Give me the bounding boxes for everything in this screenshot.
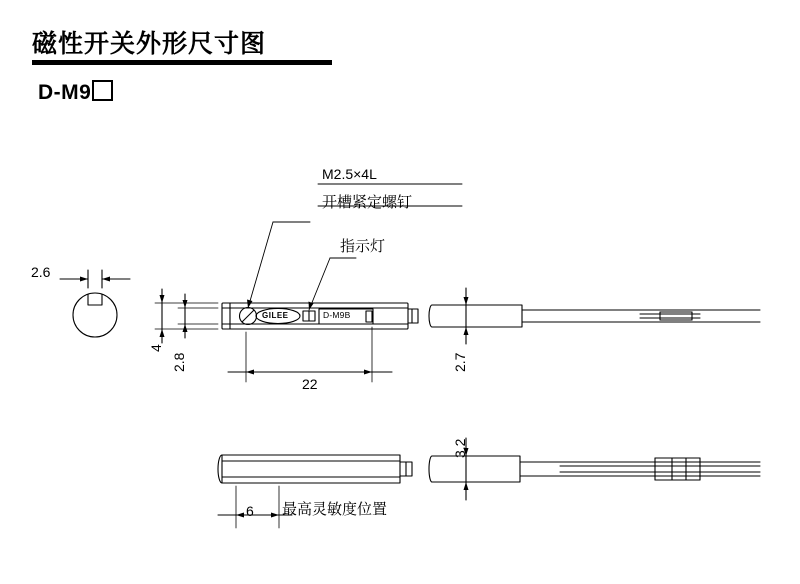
callout-max-sensitivity: 最高灵敏度位置 [282,501,388,518]
dim-2-8 [183,294,188,338]
callout-screw-name: 开槽紧定螺钉 [322,194,413,211]
dim-label-6: 6 [246,503,254,519]
end-view-section [73,293,117,337]
dim-label-3-2: 3.2 [452,438,468,458]
top-view-body [222,303,418,329]
dim-extension-lines-top [155,303,218,329]
dim-2-6 [60,270,130,288]
dim-label-4: 4 [148,344,164,352]
bottom-view-cable [429,456,760,482]
callout-screw-spec: M2.5×4L [322,166,377,182]
bottom-view-body [218,455,412,483]
dim-22 [228,327,392,382]
brand-logo-text: GILEE [262,311,289,320]
dim-6 [218,486,292,528]
top-view-cable [429,305,760,327]
dim-label-22: 22 [302,376,318,392]
dim-label-2-7: 2.7 [452,352,468,372]
dim-4 [160,289,165,343]
page-title: 磁性开关外形尺寸图 [32,30,267,58]
model-title-text: D-M9 [38,81,92,104]
part-number-text: D-M9B [323,310,351,320]
callout-indicator-lamp: 指示灯 [340,238,386,255]
dim-label-2-8: 2.8 [171,352,187,372]
dim-label-2-6: 2.6 [31,264,51,280]
dim-2-7 [432,288,480,344]
